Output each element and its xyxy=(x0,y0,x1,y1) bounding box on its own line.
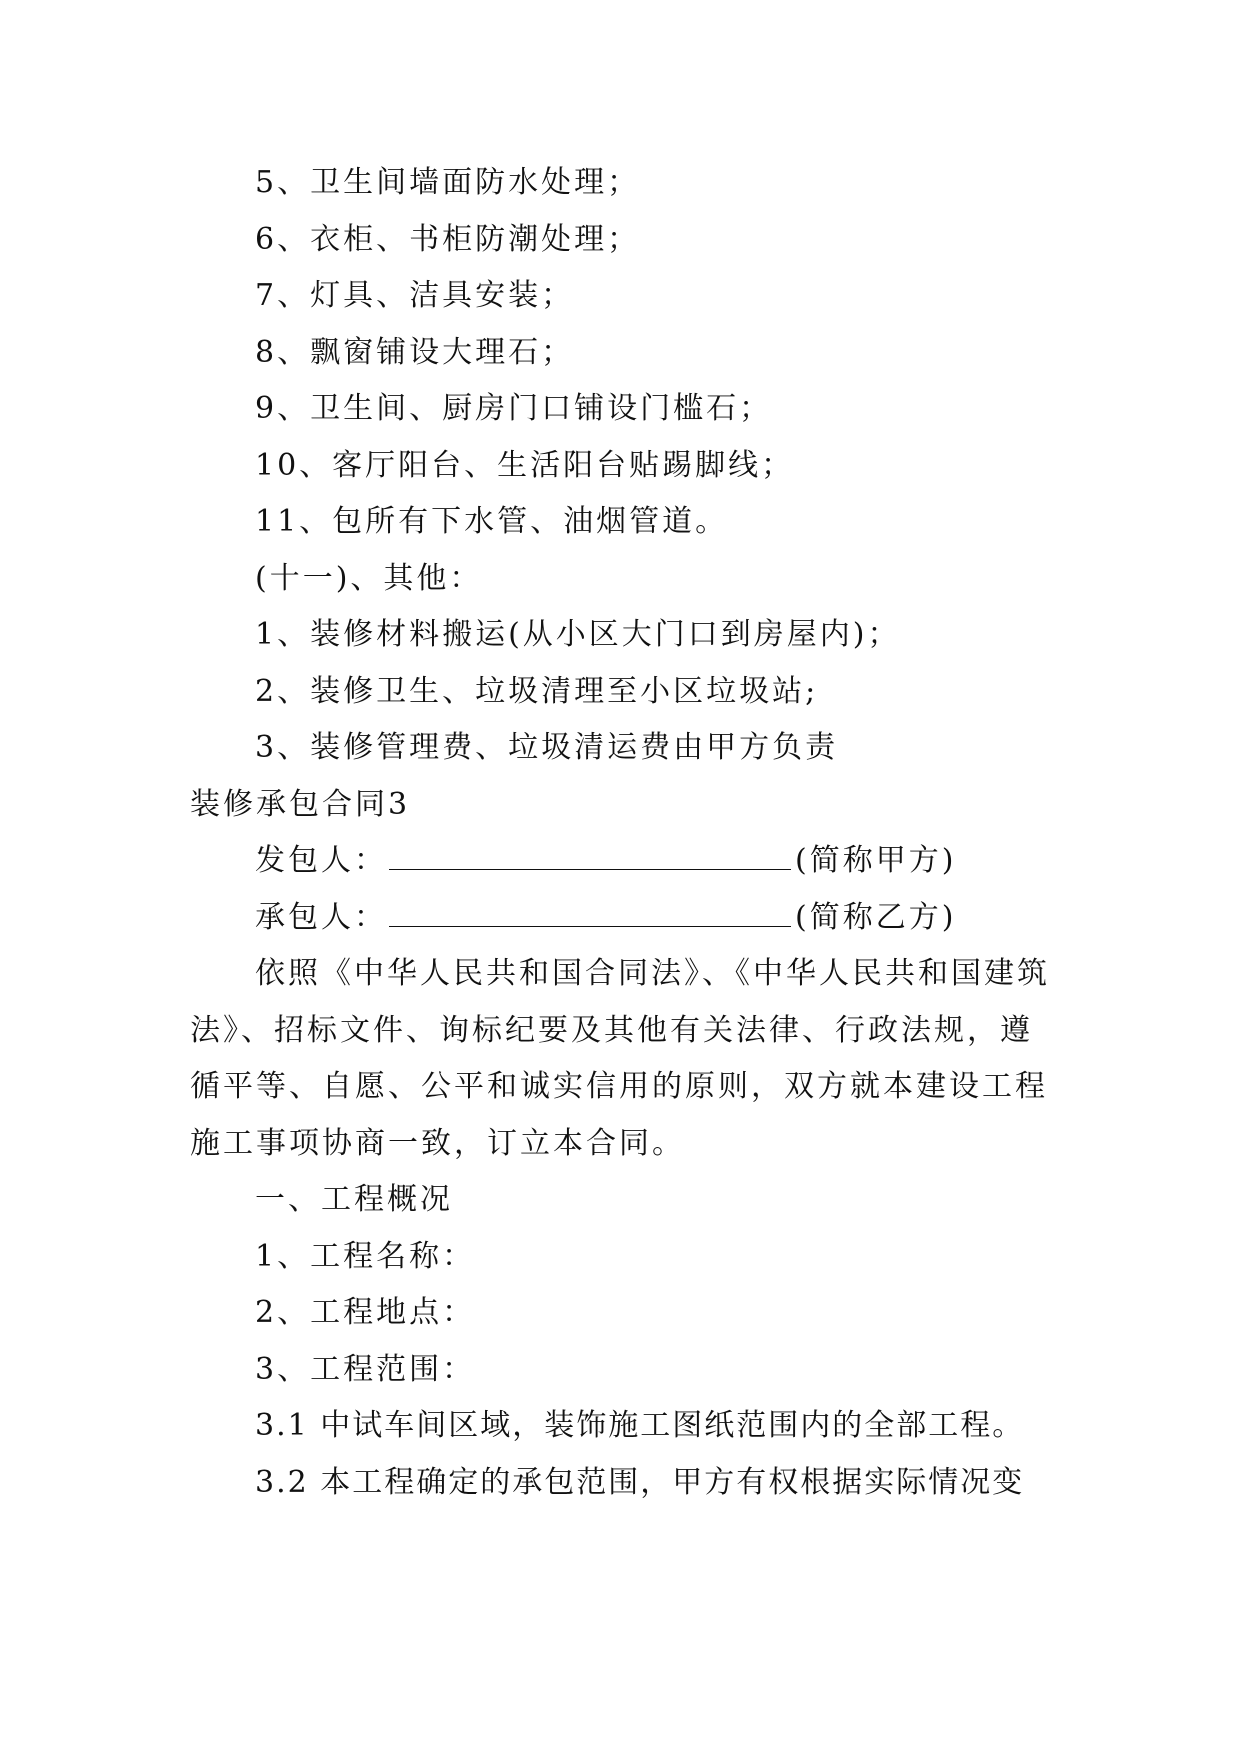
list-item: 1、装修材料搬运(从小区大门口到房屋内)； xyxy=(255,617,901,652)
list-item: 1、工程名称： xyxy=(255,1239,476,1274)
employer-suffix: (简称甲方) xyxy=(795,843,957,878)
preamble-line: 法》、招标文件、询标纪要及其他有关法律、行政法规，遵 xyxy=(190,1013,1033,1048)
list-item: 3、工程范围： xyxy=(255,1352,476,1387)
list-item: 10、客厅阳台、生活阳台贴踢脚线； xyxy=(255,448,795,483)
contractor-suffix: (简称乙方) xyxy=(795,900,957,935)
list-item: 2、工程地点： xyxy=(255,1295,476,1330)
contractor-blank xyxy=(389,900,791,927)
list-item: 8、飘窗铺设大理石； xyxy=(255,335,575,370)
employer-blank xyxy=(389,843,791,870)
preamble-line: 循平等、自愿、公平和诚实信用的原则，双方就本建设工程 xyxy=(190,1069,1048,1104)
employer-field xyxy=(255,841,956,881)
employer-label: 发包人： xyxy=(255,843,387,878)
list-item: 3.1 中试车间区域，装饰施工图纸范围内的全部工程。 xyxy=(255,1408,1025,1443)
section-heading: (十一)、其他： xyxy=(255,561,483,596)
preamble-line: 依照《中华人民共和国合同法》、《中华人民共和国建筑 xyxy=(255,956,1050,991)
contractor-label: 承包人： xyxy=(255,900,387,935)
list-item: 3.2 本工程确定的承包范围，甲方有权根据实际情况变 xyxy=(255,1465,1025,1500)
contractor-field xyxy=(255,898,956,938)
list-item: 6、衣柜、书柜防潮处理； xyxy=(255,222,641,257)
list-item: 5、卫生间墙面防水处理； xyxy=(255,165,641,200)
section-heading: 一、工程概况 xyxy=(255,1182,453,1217)
contract-title: 装修承包合同3 xyxy=(190,787,411,822)
list-item: 7、灯具、洁具安装； xyxy=(255,278,575,313)
list-item: 2、装修卫生、垃圾清理至小区垃圾站; xyxy=(255,674,819,709)
list-item: 3、装修管理费、垃圾清运费由甲方负责 xyxy=(255,730,839,765)
preamble-line: 施工事项协商一致，订立本合同。 xyxy=(190,1126,685,1161)
list-item: 9、卫生间、厨房门口铺设门槛石； xyxy=(255,391,773,426)
list-item: 11、包所有下水管、油烟管道。 xyxy=(255,504,729,539)
